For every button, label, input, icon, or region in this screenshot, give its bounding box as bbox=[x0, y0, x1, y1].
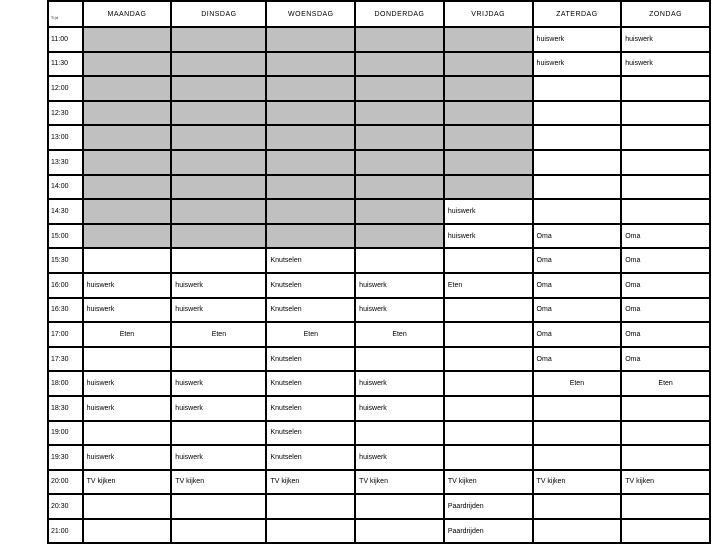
activity-cell: huiswerk bbox=[171, 273, 266, 298]
schedule-row bbox=[48, 396, 710, 421]
activity-cell: huiswerk bbox=[171, 371, 266, 396]
time-label: 15:30 bbox=[48, 248, 83, 273]
activity-cell: huiswerk bbox=[355, 445, 444, 470]
busy-cell bbox=[171, 27, 266, 52]
empty-cell bbox=[533, 150, 622, 175]
activity-cell: Eten bbox=[444, 273, 533, 298]
activity-cell: Oma bbox=[621, 224, 710, 249]
activity-cell: Oma bbox=[533, 248, 622, 273]
activity-cell: huiswerk bbox=[171, 396, 266, 421]
empty-cell bbox=[444, 445, 533, 470]
busy-cell bbox=[266, 150, 355, 175]
empty-cell bbox=[444, 421, 533, 446]
activity-cell: huiswerk bbox=[533, 27, 622, 52]
schedule-row bbox=[48, 150, 710, 175]
activity-cell: Knutselen bbox=[266, 248, 355, 273]
weekly-schedule-table bbox=[47, 0, 711, 544]
schedule-row bbox=[48, 298, 710, 323]
day-header-zaterdag: ZATERDAG bbox=[533, 1, 622, 27]
empty-cell bbox=[621, 150, 710, 175]
activity-cell: Oma bbox=[533, 273, 622, 298]
activity-cell: Knutselen bbox=[266, 347, 355, 372]
day-header-vrijdag: VRIJDAG bbox=[444, 1, 533, 27]
empty-cell bbox=[621, 445, 710, 470]
empty-cell bbox=[621, 494, 710, 519]
empty-cell bbox=[533, 76, 622, 101]
day-header-donderdag: DONDERDAG bbox=[355, 1, 444, 27]
empty-cell bbox=[355, 347, 444, 372]
time-label: 18:30 bbox=[48, 396, 83, 421]
schedule-row bbox=[48, 125, 710, 150]
empty-cell bbox=[533, 445, 622, 470]
schedule-row bbox=[48, 371, 710, 396]
busy-cell bbox=[355, 125, 444, 150]
empty-cell bbox=[83, 248, 172, 273]
activity-cell: Oma bbox=[533, 347, 622, 372]
activity-cell: huiswerk bbox=[621, 27, 710, 52]
activity-cell: huiswerk bbox=[83, 396, 172, 421]
time-label: 21:00 bbox=[48, 519, 83, 544]
schedule-row bbox=[48, 52, 710, 77]
busy-cell bbox=[355, 76, 444, 101]
activity-cell: huiswerk bbox=[533, 52, 622, 77]
empty-cell bbox=[355, 248, 444, 273]
schedule-row bbox=[48, 322, 710, 347]
schedule-body bbox=[48, 27, 710, 543]
activity-cell: Eten bbox=[533, 371, 622, 396]
empty-cell bbox=[621, 101, 710, 126]
time-label: 17:30 bbox=[48, 347, 83, 372]
busy-cell bbox=[171, 125, 266, 150]
activity-cell: huiswerk bbox=[355, 371, 444, 396]
empty-cell bbox=[621, 125, 710, 150]
empty-cell bbox=[83, 494, 172, 519]
activity-cell: TV kijken bbox=[266, 470, 355, 495]
empty-cell bbox=[355, 421, 444, 446]
activity-cell: huiswerk bbox=[355, 273, 444, 298]
empty-cell bbox=[621, 199, 710, 224]
empty-cell bbox=[533, 101, 622, 126]
schedule-row bbox=[48, 175, 710, 200]
time-label: 14:30 bbox=[48, 199, 83, 224]
activity-cell: Knutselen bbox=[266, 421, 355, 446]
activity-cell: huiswerk bbox=[83, 273, 172, 298]
activity-cell: huiswerk bbox=[83, 298, 172, 323]
empty-cell bbox=[533, 175, 622, 200]
time-label: 13:30 bbox=[48, 150, 83, 175]
empty-cell bbox=[621, 396, 710, 421]
schedule-row bbox=[48, 199, 710, 224]
time-label: 13:00 bbox=[48, 125, 83, 150]
time-label: 11:00 bbox=[48, 27, 83, 52]
day-header-dinsdag: DINSDAG bbox=[171, 1, 266, 27]
time-label: 15:00 bbox=[48, 224, 83, 249]
empty-cell bbox=[621, 421, 710, 446]
activity-cell: Oma bbox=[533, 224, 622, 249]
activity-cell: Knutselen bbox=[266, 298, 355, 323]
day-header-woensdag: WOENSDAG bbox=[266, 1, 355, 27]
activity-cell: Oma bbox=[533, 298, 622, 323]
empty-cell bbox=[171, 347, 266, 372]
busy-cell bbox=[444, 52, 533, 77]
schedule-row bbox=[48, 494, 710, 519]
empty-cell bbox=[444, 371, 533, 396]
busy-cell bbox=[83, 125, 172, 150]
time-label: 16:30 bbox=[48, 298, 83, 323]
busy-cell bbox=[444, 125, 533, 150]
empty-cell bbox=[621, 175, 710, 200]
empty-cell bbox=[444, 248, 533, 273]
activity-cell: huiswerk bbox=[171, 298, 266, 323]
schedule-row bbox=[48, 273, 710, 298]
activity-cell: Eten bbox=[83, 322, 172, 347]
time-label: 20:30 bbox=[48, 494, 83, 519]
activity-cell: huiswerk bbox=[355, 396, 444, 421]
schedule-row bbox=[48, 421, 710, 446]
busy-cell bbox=[171, 150, 266, 175]
empty-cell bbox=[533, 494, 622, 519]
activity-cell: Oma bbox=[621, 347, 710, 372]
time-label: 12:00 bbox=[48, 76, 83, 101]
activity-cell: huiswerk bbox=[621, 52, 710, 77]
busy-cell bbox=[266, 199, 355, 224]
empty-cell bbox=[171, 421, 266, 446]
busy-cell bbox=[171, 76, 266, 101]
corner-label: Tijd bbox=[51, 16, 59, 20]
empty-cell bbox=[444, 396, 533, 421]
time-label: 19:00 bbox=[48, 421, 83, 446]
busy-cell bbox=[171, 175, 266, 200]
schedule-row bbox=[48, 445, 710, 470]
time-label: 11:30 bbox=[48, 52, 83, 77]
activity-cell: Oma bbox=[621, 273, 710, 298]
time-label: 14:00 bbox=[48, 175, 83, 200]
busy-cell bbox=[266, 224, 355, 249]
activity-cell: Eten bbox=[266, 322, 355, 347]
busy-cell bbox=[83, 101, 172, 126]
activity-cell: TV kijken bbox=[533, 470, 622, 495]
empty-cell bbox=[171, 494, 266, 519]
activity-cell: huiswerk bbox=[171, 445, 266, 470]
activity-cell: TV kijken bbox=[83, 470, 172, 495]
time-label: 17:00 bbox=[48, 322, 83, 347]
busy-cell bbox=[355, 150, 444, 175]
busy-cell bbox=[444, 175, 533, 200]
busy-cell bbox=[355, 27, 444, 52]
busy-cell bbox=[355, 101, 444, 126]
busy-cell bbox=[266, 175, 355, 200]
busy-cell bbox=[171, 224, 266, 249]
time-label: 12:30 bbox=[48, 101, 83, 126]
activity-cell: TV kijken bbox=[444, 470, 533, 495]
busy-cell bbox=[444, 27, 533, 52]
activity-cell: TV kijken bbox=[171, 470, 266, 495]
busy-cell bbox=[83, 175, 172, 200]
time-label: 18:00 bbox=[48, 371, 83, 396]
activity-cell: Oma bbox=[621, 248, 710, 273]
empty-cell bbox=[533, 421, 622, 446]
empty-cell bbox=[266, 494, 355, 519]
activity-cell: Eten bbox=[355, 322, 444, 347]
empty-cell bbox=[533, 125, 622, 150]
busy-cell bbox=[355, 199, 444, 224]
busy-cell bbox=[355, 175, 444, 200]
activity-cell: Oma bbox=[533, 322, 622, 347]
empty-cell bbox=[621, 76, 710, 101]
day-header-maandag: MAANDAG bbox=[83, 1, 172, 27]
busy-cell bbox=[83, 150, 172, 175]
schedule-row bbox=[48, 27, 710, 52]
activity-cell: Knutselen bbox=[266, 396, 355, 421]
activity-cell: Knutselen bbox=[266, 273, 355, 298]
empty-cell bbox=[444, 322, 533, 347]
busy-cell bbox=[266, 52, 355, 77]
busy-cell bbox=[266, 76, 355, 101]
busy-cell bbox=[83, 76, 172, 101]
empty-cell bbox=[533, 396, 622, 421]
activity-cell: huiswerk bbox=[83, 445, 172, 470]
busy-cell bbox=[83, 52, 172, 77]
busy-cell bbox=[171, 199, 266, 224]
empty-cell bbox=[533, 199, 622, 224]
busy-cell bbox=[83, 224, 172, 249]
schedule-row bbox=[48, 470, 710, 495]
empty-cell bbox=[171, 248, 266, 273]
corner-cell bbox=[48, 1, 83, 27]
activity-cell: TV kijken bbox=[355, 470, 444, 495]
empty-cell bbox=[444, 298, 533, 323]
activity-cell: Paardrijden bbox=[444, 519, 533, 544]
busy-cell bbox=[444, 150, 533, 175]
activity-cell: Eten bbox=[171, 322, 266, 347]
activity-cell: huiswerk bbox=[444, 224, 533, 249]
activity-cell: huiswerk bbox=[444, 199, 533, 224]
busy-cell bbox=[83, 27, 172, 52]
empty-cell bbox=[83, 347, 172, 372]
activity-cell: Oma bbox=[621, 322, 710, 347]
activity-cell: TV kijken bbox=[621, 470, 710, 495]
empty-cell bbox=[355, 494, 444, 519]
schedule-row bbox=[48, 76, 710, 101]
busy-cell bbox=[171, 101, 266, 126]
empty-cell bbox=[83, 421, 172, 446]
time-label: 16:00 bbox=[48, 273, 83, 298]
busy-cell bbox=[266, 101, 355, 126]
activity-cell: Eten bbox=[621, 371, 710, 396]
activity-cell: huiswerk bbox=[355, 298, 444, 323]
schedule-row bbox=[48, 224, 710, 249]
day-header-zondag: ZONDAG bbox=[621, 1, 710, 27]
busy-cell bbox=[355, 52, 444, 77]
busy-cell bbox=[83, 199, 172, 224]
busy-cell bbox=[266, 125, 355, 150]
schedule-row bbox=[48, 101, 710, 126]
activity-cell: huiswerk bbox=[83, 371, 172, 396]
busy-cell bbox=[266, 27, 355, 52]
header-row bbox=[48, 1, 710, 27]
busy-cell bbox=[444, 76, 533, 101]
time-label: 19:30 bbox=[48, 445, 83, 470]
activity-cell: Knutselen bbox=[266, 445, 355, 470]
busy-cell bbox=[171, 52, 266, 77]
activity-cell: Paardrijden bbox=[444, 494, 533, 519]
activity-cell: Oma bbox=[621, 298, 710, 323]
empty-cell bbox=[444, 347, 533, 372]
time-label: 20:00 bbox=[48, 470, 83, 495]
activity-cell: Knutselen bbox=[266, 371, 355, 396]
schedule-row bbox=[48, 248, 710, 273]
busy-cell bbox=[444, 101, 533, 126]
schedule-row bbox=[48, 347, 710, 372]
busy-cell bbox=[355, 224, 444, 249]
